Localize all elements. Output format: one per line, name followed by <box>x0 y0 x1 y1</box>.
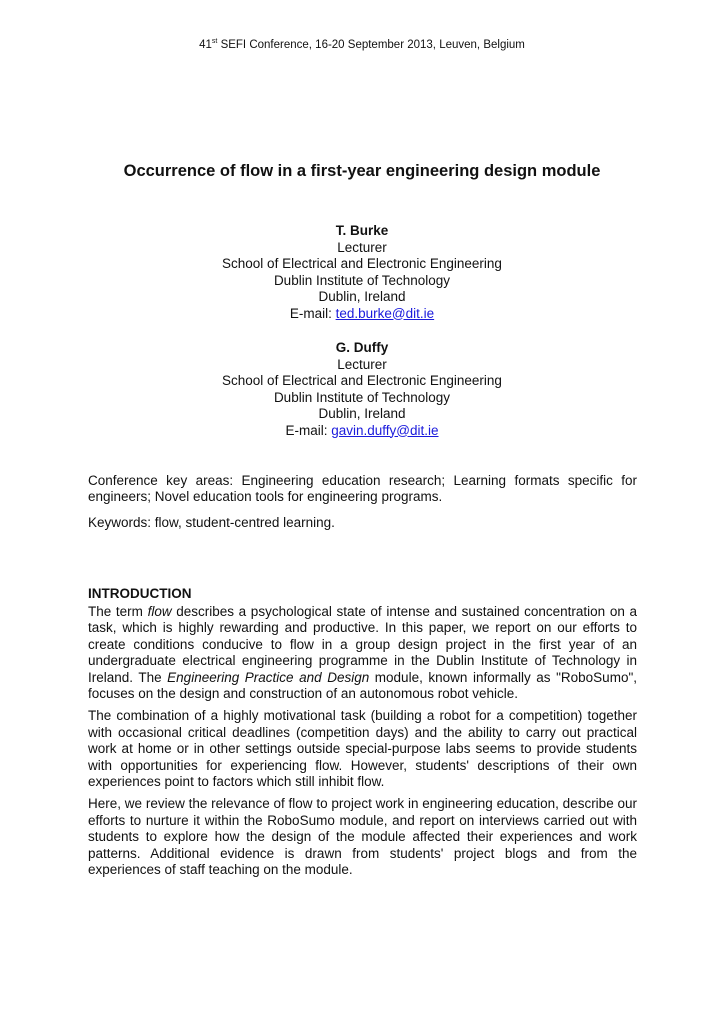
author-school: School of Electrical and Electronic Engineering <box>222 373 502 388</box>
introduction-heading: INTRODUCTION <box>88 586 192 601</box>
emphasis-flow: flow <box>147 604 172 619</box>
conference-key-areas-block <box>88 473 637 506</box>
author-location: Dublin, Ireland <box>318 289 406 304</box>
emphasis-module-name: Engineering Practice and Design <box>167 669 370 685</box>
conference-key-areas: Conference key areas: Engineering education research; Learning formats specific for engineers; Novel education tools for engineering programs. <box>88 473 637 505</box>
email-label: E-mail: <box>289 305 336 321</box>
author-email-line <box>0 423 724 440</box>
author-email-line <box>0 306 724 323</box>
author-email-link[interactable]: gavin.duffy@dit.ie <box>331 422 439 438</box>
text-run: The term <box>88 604 148 619</box>
author-name: T. Burke <box>335 223 389 238</box>
introduction-body <box>88 604 637 885</box>
header-conference-text: SEFI Conference, 16-20 September 2013, Leuven, Belgium <box>217 38 525 51</box>
text-run: module, known informally as "RoboSumo", focuses on the design and construction of an autonomous robot vehicle. <box>88 669 637 702</box>
keywords-block <box>88 515 637 531</box>
author-role: Lecturer <box>337 239 387 255</box>
author-block-2 <box>0 340 724 439</box>
header-number: 41 <box>199 38 212 51</box>
intro-paragraph-1 <box>88 604 637 702</box>
keywords: Keywords: flow, student-centred learning. <box>88 515 335 530</box>
intro-paragraph-3: Here, we review the relevance of flow to project work in engineering education, describe our efforts to nurture it within the RoboSumo module, and report on interviews carried out with students to explore how the design of the module affected their experiences and work patterns. Additional evidence is drawn from students' project blogs and from the experiences of staff teaching on the module. <box>88 796 637 878</box>
text-run: describes a psychological state of intense and sustained concentration on a task, which is highly rewarding and productive. In this paper, we report on our efforts to create conditions conducive to flow in a group design project in the first year of an undergraduate electrical engineering programme in the Dublin Institute of Technology in Ireland. The <box>88 604 637 685</box>
running-header <box>0 38 724 51</box>
author-email-link[interactable]: ted.burke@dit.ie <box>335 305 435 321</box>
author-block-1 <box>0 223 724 322</box>
author-role: Lecturer <box>337 356 387 372</box>
author-school: School of Electrical and Electronic Engineering <box>222 256 502 271</box>
author-name: G. Duffy <box>335 340 389 355</box>
author-institute: Dublin Institute of Technology <box>273 272 451 288</box>
paper-title: Occurrence of flow in a first-year engineering design module <box>123 162 601 180</box>
header-ordinal-suffix: st <box>211 38 218 45</box>
author-location: Dublin, Ireland <box>318 406 406 421</box>
email-label: E-mail: <box>285 422 332 438</box>
intro-paragraph-2: The combination of a highly motivational task (building a robot for a competition) together with occasional critical deadlines (competition days) and the ability to carry out practical work at home or in other settings outside special-purpose labs seems to provide students with opportunities for experiencing flow. However, students' descriptions of their own experiences point to factors which still inhibit flow. <box>88 708 637 790</box>
author-institute: Dublin Institute of Technology <box>273 389 451 405</box>
